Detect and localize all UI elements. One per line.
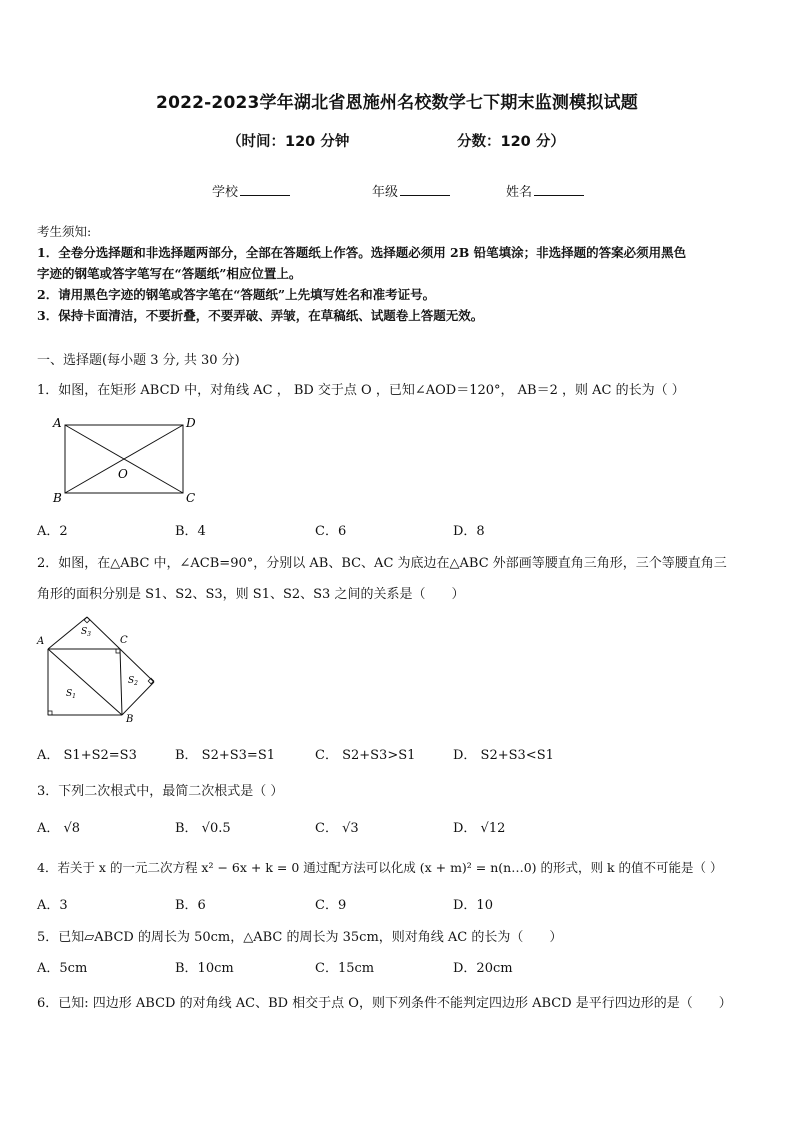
label-s3: $S_3$ <box>81 627 91 638</box>
question-2-line-2: 角形的面积分别是 S1、S2、S3，则 S1、S2、S3 之间的关系是（ ） <box>37 587 465 602</box>
q4-option-d[interactable]: D．10 <box>453 898 493 913</box>
page-title: 2022-2023学年湖北省恩施州名校数学七下期末监测模拟试题 <box>156 93 638 113</box>
name-field <box>506 181 584 200</box>
notes-heading: 考生须知: <box>37 224 92 239</box>
triangle-figure <box>32 612 162 727</box>
score-info: 分数：120 分） <box>457 134 565 150</box>
name-blank <box>534 182 584 196</box>
q5-option-d[interactable]: D．20cm <box>453 961 513 976</box>
notes-item-1a: 1．全卷分选择题和非选择题两部分，全部在答题纸上作答。选择题必须用 2B 铅笔填涂；非选择题的答案必须用黑色 <box>37 245 687 260</box>
q1-option-a[interactable]: A．2 <box>37 524 68 539</box>
q4-option-c[interactable]: C．9 <box>315 898 347 913</box>
label-c: C <box>186 491 196 505</box>
question-6-text: 6．已知: 四边形 ABCD 的对角线 AC、BD 相交于点 O，则下列条件不能判定四边形 ABCD 是平行四边形的是（ ） <box>37 996 732 1011</box>
school-label: 学校 <box>212 185 239 200</box>
q1-option-b[interactable]: B．4 <box>175 524 206 539</box>
question-3-text: 3．下列二次根式中，最简二次根式是（ ） <box>37 784 284 799</box>
school-blank <box>240 182 290 196</box>
q3-option-d[interactable]: D． √12 <box>453 821 506 836</box>
label-a: A <box>53 416 62 430</box>
grade-label: 年级 <box>372 185 399 200</box>
q3-option-a[interactable]: A． √8 <box>37 821 81 836</box>
q2-option-d[interactable]: D． S2+S3<S1 <box>453 748 554 763</box>
grade-blank <box>400 182 450 196</box>
q5-option-a[interactable]: A．5cm <box>37 961 88 976</box>
label-d: D <box>186 416 196 430</box>
notes-block <box>37 221 686 326</box>
notes-item-3: 3．保持卡面清洁，不要折叠，不要弄破、弄皱，在草稿纸、试题卷上答题无效。 <box>37 308 484 323</box>
label-c: C <box>120 635 128 646</box>
notes-item-2: 2．请用黑色字迹的钢笔或答字笔在“答题纸”上先填写姓名和准考证号。 <box>37 287 436 302</box>
section-heading: 一、选择题(每小题 3 分, 共 30 分) <box>37 353 240 368</box>
time-info: （时间：120 分钟 <box>227 134 350 150</box>
rectangle-figure <box>48 414 208 506</box>
q4-option-b[interactable]: B．6 <box>175 898 206 913</box>
q3-option-c[interactable]: C． √3 <box>315 821 359 836</box>
label-b: B <box>53 491 62 505</box>
q5-option-c[interactable]: C．15cm <box>315 961 375 976</box>
label-o: O <box>118 467 128 481</box>
q5-option-b[interactable]: B．10cm <box>175 961 234 976</box>
question-1-text: 1．如图，在矩形 ABCD 中，对角线 AC ， BD 交于点 O ，已知∠AOD＝120°， AB＝2 ，则 AC 的长为（ ） <box>37 383 685 398</box>
notes-item-1b: 字迹的钢笔或答字笔写在“答题纸”相应位置上。 <box>37 266 302 281</box>
q1-option-d[interactable]: D．8 <box>453 524 485 539</box>
q3-option-b[interactable]: B． √0.5 <box>175 821 231 836</box>
question-5-text: 5．已知▱ABCD 的周长为 50cm，△ABC 的周长为 35cm，则对角线 AC 的长为（ ） <box>37 930 563 945</box>
label-s1: $S_1$ <box>66 689 76 700</box>
q4-option-a[interactable]: A．3 <box>37 898 68 913</box>
label-b: B <box>126 714 134 725</box>
school-field <box>212 181 290 200</box>
label-a: A <box>37 636 45 647</box>
q2-option-b[interactable]: B． S2+S3=S1 <box>175 748 276 763</box>
q2-option-a[interactable]: A． S1+S2=S3 <box>37 748 137 763</box>
q1-option-c[interactable]: C．6 <box>315 524 347 539</box>
label-s2: $S_2$ <box>128 676 138 687</box>
name-label: 姓名 <box>506 185 533 200</box>
question-2-line-1: 2．如图，在△ABC 中，∠ACB=90°，分别以 AB、BC、AC 为底边在△ABC 外部画等腰直角三角形，三个等腰直角三 <box>37 556 727 571</box>
grade-field <box>372 181 450 200</box>
question-4-text: 4．若关于 x 的一元二次方程 x² − 6x + k = 0 通过配方法可以化成 (x + m)² = n(n…0) 的形式，则 k 的值不可能是（ ） <box>37 860 723 875</box>
q2-option-c[interactable]: C． S2+S3>S1 <box>315 748 416 763</box>
